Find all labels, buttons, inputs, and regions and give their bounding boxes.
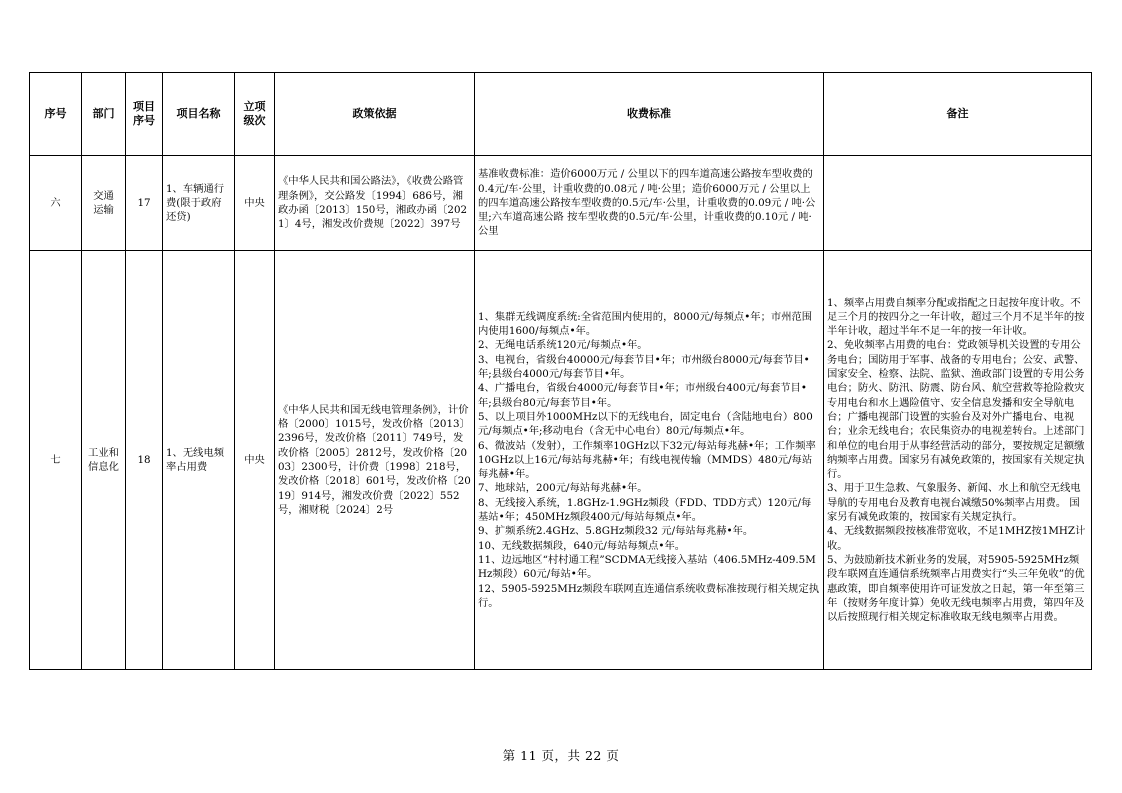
paragraph: 10、无线数据频段，640元/每站每频点•年。	[478, 539, 686, 552]
paragraph: 4、无线数据频段按核准带宽收，不足1MHZ按1MHZ计收。	[827, 525, 1086, 552]
paragraph: 基准收费标准：造价6000万元 / 公里以下的四车道高速公路按车型收费的0.4元/车·公里，计重收费的0.08元 / 吨·公里；造价6000万元 / 公里以上的四车道高速公路按车型收费的0.5元/车·公里，计重收费的0.09元 / 吨·公里;六车道高速公路 按车型收费的0.5元/车·公里，计重收费的0.10元 / 吨·公里	[478, 168, 816, 238]
header-policy: 政策依据	[275, 73, 475, 156]
header-row	[30, 73, 1092, 156]
row-name: 1、无线电频率占用费	[163, 251, 235, 670]
row-remarks	[824, 156, 1092, 251]
row-policy: 《中华人民共和国无线电管理条例》，计价格〔2000〕1015号，发改价格〔2013〕2396号，发改价格〔2011〕749号，发改价格〔2005〕2812号，发改价格〔2003〕2300号，计价费〔1998〕218号，发改价格〔2018〕601号，发改价格〔2019〕914号，湘发改价费〔2022〕552号，湘财税〔2024〕2号	[275, 251, 475, 670]
row-seq: 七	[30, 251, 82, 670]
row-dept-text: 工业和 信息化	[88, 446, 119, 473]
row-standard	[475, 156, 824, 251]
header-name: 项目名称	[163, 73, 235, 156]
paragraph: 6、微波站（发射），工作频率10GHz以下32元/每站每兆赫•年；工作频率10GHz以上16元/每站每兆赫•年；有线电视传输（MMDS）480元/每站每兆赫•年。	[478, 439, 816, 481]
header-item-no	[126, 73, 163, 156]
header-level-text: 立项 级次	[243, 99, 266, 127]
paragraph: 2、无绳电话系统120元/每频点•年。	[478, 339, 648, 352]
page-footer: 第 11 页，共 22 页	[502, 748, 620, 763]
header-seq: 序号	[30, 73, 82, 156]
table-row	[30, 156, 1092, 251]
row-dept-text: 交通 运输	[93, 189, 114, 216]
header-item-no-text: 项目 序号	[133, 99, 155, 127]
row-dept	[82, 251, 126, 670]
paragraph: 1、频率占用费自频率分配或指配之日起按年度计收。不足三个月的按四分之一年计收，超过三个月不足半年的按半年计收，超过半年不足一年的按一年计收。	[827, 296, 1085, 338]
header-standard: 收费标准	[475, 73, 824, 156]
paragraph: 5、为鼓励新技术新业务的发展，对5905-5925MHz频段车联网直连通信系统频率占用费实行“头三年免收”的优惠政策，即自频率使用许可证发放之日起，第一年至第三年（按财务年度计算）免收无线电频率占用费，第四年及以后按照现行相关规定标准收取无线电频率占用费。	[827, 553, 1085, 624]
row-item-no: 17	[126, 156, 163, 251]
header-dept: 部门	[82, 73, 126, 156]
paragraph: 12、5905-5925MHz频段车联网直连通信系统收费标准按现行相关规定执行。	[478, 582, 820, 609]
row-item-no: 18	[126, 251, 163, 670]
row-policy: 《中华人民共和国公路法》，《收费公路管理条例》，交公路发〔1994〕686号，湘政办函〔2013〕150号，湘政办函〔2021〕4号，湘发改价费规〔2022〕397号	[275, 156, 475, 251]
header-level	[235, 73, 275, 156]
header-remarks: 备注	[824, 73, 1092, 156]
row-remarks	[824, 251, 1092, 670]
paragraph: 4、广播电台，省级台4000元/每套节目•年；市州级台400元/每套节目•年;县级台80元/每套节目•年。	[478, 382, 807, 409]
paragraph: 2、免收频率占用费的电台：党政领导机关设置的专用公务电台；国防用于军事、战备的专用电台；公安、武警、国家安全、检察、法院、监狱、渔政部门设置的专用公务电台；防火、防汛、防震、防台风、航空营救等抢险救灾专用电台和水上遇险值守、安全信息发播和安全导航电台；广播电视部门设置的实验台及对外广播电台、电视台；业余无线电台；农民集资办的电视差转台。上述部门和单位的电台用于从事经营活动的部分，要按规定足额缴纳频率占用费。国家另有减免政策的，按国家有关规定执行。	[827, 339, 1085, 481]
row-standard	[475, 251, 824, 670]
paragraph: 11、边远地区“村村通工程”SCDMA无线接入基站（406.5MHz-409.5MHz频段）60元/每站•年。	[478, 553, 816, 581]
paragraph: 5、以上项目外1000MHz以下的无线电台，固定电台（含陆地电台）800元/每频点•年;移动电台（含无中心电台）80元/每频点•年。	[478, 410, 813, 438]
table-row	[30, 251, 1092, 670]
row-name: 1、车辆通行费(限于政府还贷)	[163, 156, 235, 251]
row-seq: 六	[30, 156, 82, 251]
row-level: 中央	[235, 251, 275, 670]
paragraph: 1、集群无线调度系统:全省范围内使用的，8000元/每频点•年；市州范围内使用1600/每频点•年。	[478, 310, 813, 338]
paragraph: 9、扩频系统2.4GHz、5.8GHz频段32 元/每站每兆赫•年。	[478, 525, 754, 538]
paragraph: 3、电视台，省级台40000元/每套节目•年；市州级台8000元/每套节目•年;县级台4000元/每套节目•年。	[478, 353, 810, 381]
row-dept	[82, 156, 126, 251]
fee-table	[29, 72, 1092, 670]
paragraph: 8、无线接入系统，1.8GHz-1.9GHz频段（FDD、TDD方式）120元/每基站•年；450MHz频段400元/每站每频点•年。	[478, 496, 812, 524]
paragraph: 7、地球站，200元/每站每兆赫•年。	[478, 482, 648, 495]
row-level: 中央	[235, 156, 275, 251]
paragraph: 3、用于卫生急救、气象服务、新闻、水上和航空无线电导航的专用电台及教育电视台减缴50%频率占用费。 国家另有减免政策的，按国家有关规定执行。	[827, 482, 1081, 524]
